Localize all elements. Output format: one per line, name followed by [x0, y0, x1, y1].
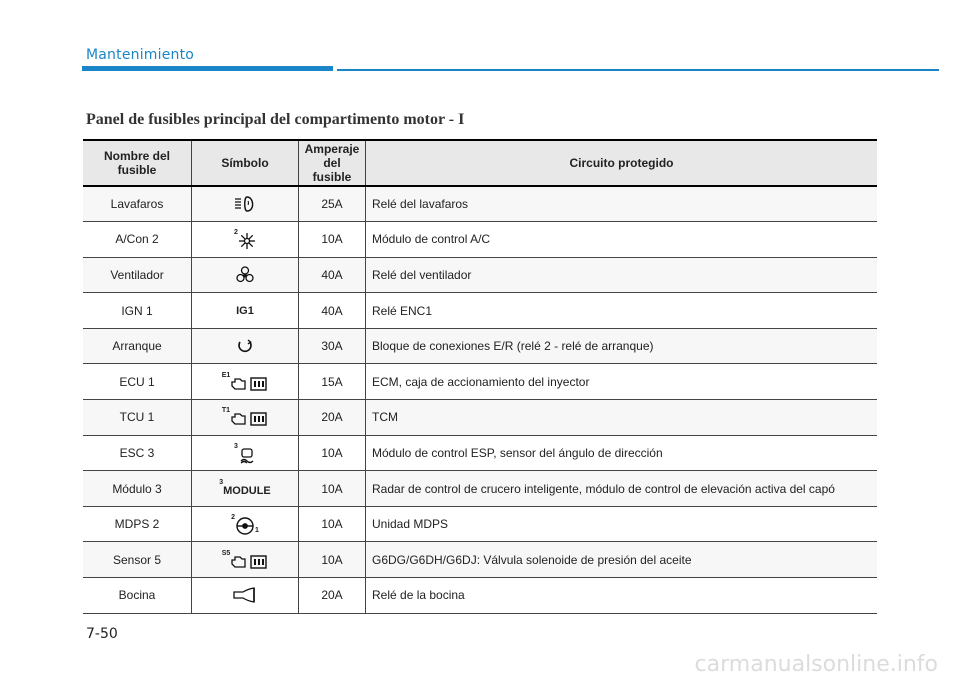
fuse-symbol	[192, 364, 299, 400]
fuse-amperage: 40A	[299, 293, 366, 329]
protected-circuit: G6DG/G6DH/G6DJ: Válvula solenoide de presión del aceite	[372, 552, 692, 567]
protected-circuit: Relé del ventilador	[372, 267, 472, 282]
fuse-amperage: 20A	[299, 400, 366, 436]
fuse-symbol	[192, 222, 299, 258]
protected-circuit: TCM	[372, 410, 398, 425]
fuse-name: Lavafaros	[83, 186, 192, 222]
fuse-amperage: 20A	[299, 578, 366, 614]
table-row	[83, 257, 877, 293]
fuse-symbol	[192, 578, 299, 614]
symbol-superscript: 3	[234, 442, 238, 450]
symbol-superscript: S5	[221, 549, 231, 557]
fuse-symbol	[192, 257, 299, 293]
fuse-name: ESC 3	[83, 435, 192, 471]
table-row	[83, 471, 877, 507]
table-row	[83, 578, 877, 614]
fuse-symbol	[192, 293, 299, 329]
table-row	[83, 400, 877, 436]
watermark: carmanualsonline.info	[694, 652, 938, 677]
engine-ecu-icon	[230, 553, 268, 571]
fuse-amperage: 10A	[299, 542, 366, 578]
starter-icon	[236, 337, 254, 355]
symbol-superscript: 2	[231, 514, 235, 522]
fuse-amperage: 10A	[299, 435, 366, 471]
symbol-text: MODULE	[223, 484, 271, 497]
protected-circuit: ECM, caja de accionamiento del inyector	[372, 374, 590, 389]
horn-icon	[232, 587, 258, 603]
table-row	[83, 542, 877, 578]
fuse-amperage: 30A	[299, 328, 366, 364]
protected-circuit: Módulo de control ESP, sensor del ángulo de dirección	[372, 445, 663, 460]
header-rule-thin	[337, 69, 939, 71]
table-row	[83, 222, 877, 258]
fuse-amperage: 15A	[299, 364, 366, 400]
fuse-name: Bocina	[83, 578, 192, 614]
table-row	[83, 506, 877, 542]
fuse-amperage: 25A	[299, 186, 366, 222]
fuse-name: Módulo 3	[83, 471, 192, 507]
column-header-name: Nombre del fusible	[83, 140, 192, 186]
fuse-symbol	[192, 435, 299, 471]
fuse-amperage: 40A	[299, 257, 366, 293]
fuse-name: ECU 1	[83, 364, 192, 400]
fuse-amperage: 10A	[299, 222, 366, 258]
fuse-name: Sensor 5	[83, 542, 192, 578]
protected-circuit: Relé ENC1	[372, 303, 433, 318]
fuse-name: Ventilador	[83, 257, 192, 293]
table-row	[83, 364, 877, 400]
fuse-symbol	[192, 328, 299, 364]
fuse-name: A/Con 2	[83, 222, 192, 258]
page-number: 7-50	[86, 626, 118, 642]
fuse-symbol	[192, 400, 299, 436]
symbol-superscript: E1	[221, 371, 231, 379]
fuse-symbol	[192, 542, 299, 578]
header-rule-thick	[82, 66, 333, 71]
table-row	[83, 186, 877, 222]
fuse-name: TCU 1	[83, 400, 192, 436]
page-heading: Panel de fusibles principal del compartimento motor - I	[86, 111, 465, 128]
symbol-subscript: 1	[255, 527, 259, 535]
table-header-row	[83, 140, 877, 186]
engine-ecu-icon	[230, 410, 268, 428]
fuse-name: IGN 1	[83, 293, 192, 329]
headlamp-washer-icon	[233, 195, 257, 213]
esc-icon	[238, 446, 256, 464]
steering-icon	[235, 516, 255, 536]
table-row	[83, 293, 877, 329]
column-header-circuit: Circuito protegido	[569, 156, 674, 170]
protected-circuit: Relé de la bocina	[372, 588, 465, 603]
protected-circuit: Bloque de conexiones E/R (relé 2 - relé de arranque)	[372, 339, 654, 354]
fuse-symbol	[192, 471, 299, 507]
fuse-name: MDPS 2	[83, 506, 192, 542]
protected-circuit: Radar de control de crucero inteligente, módulo de control de elevación activa del capó	[372, 481, 835, 496]
fan-icon	[236, 266, 254, 284]
protected-circuit: Relé del lavafaros	[372, 197, 469, 212]
snowflake-icon	[238, 232, 256, 250]
protected-circuit: Unidad MDPS	[372, 517, 449, 532]
engine-ecu-icon	[230, 375, 268, 393]
column-header-symbol: Símbolo	[192, 140, 299, 186]
symbol-superscript: T1	[221, 407, 231, 415]
table-row	[83, 328, 877, 364]
symbol-superscript: 3	[219, 478, 224, 486]
table-row	[83, 435, 877, 471]
fuse-amperage: 10A	[299, 506, 366, 542]
symbol-text: IG1	[236, 304, 254, 317]
protected-circuit: Módulo de control A/C	[372, 232, 491, 247]
fuse-symbol	[192, 186, 299, 222]
section-title: Mantenimiento	[86, 47, 195, 63]
column-header-amperage: Amperaje del fusible	[299, 140, 366, 186]
fuse-table	[83, 139, 877, 614]
fuse-name: Arranque	[83, 328, 192, 364]
fuse-symbol	[192, 506, 299, 542]
symbol-superscript: 2	[234, 229, 238, 237]
fuse-amperage: 10A	[299, 471, 366, 507]
